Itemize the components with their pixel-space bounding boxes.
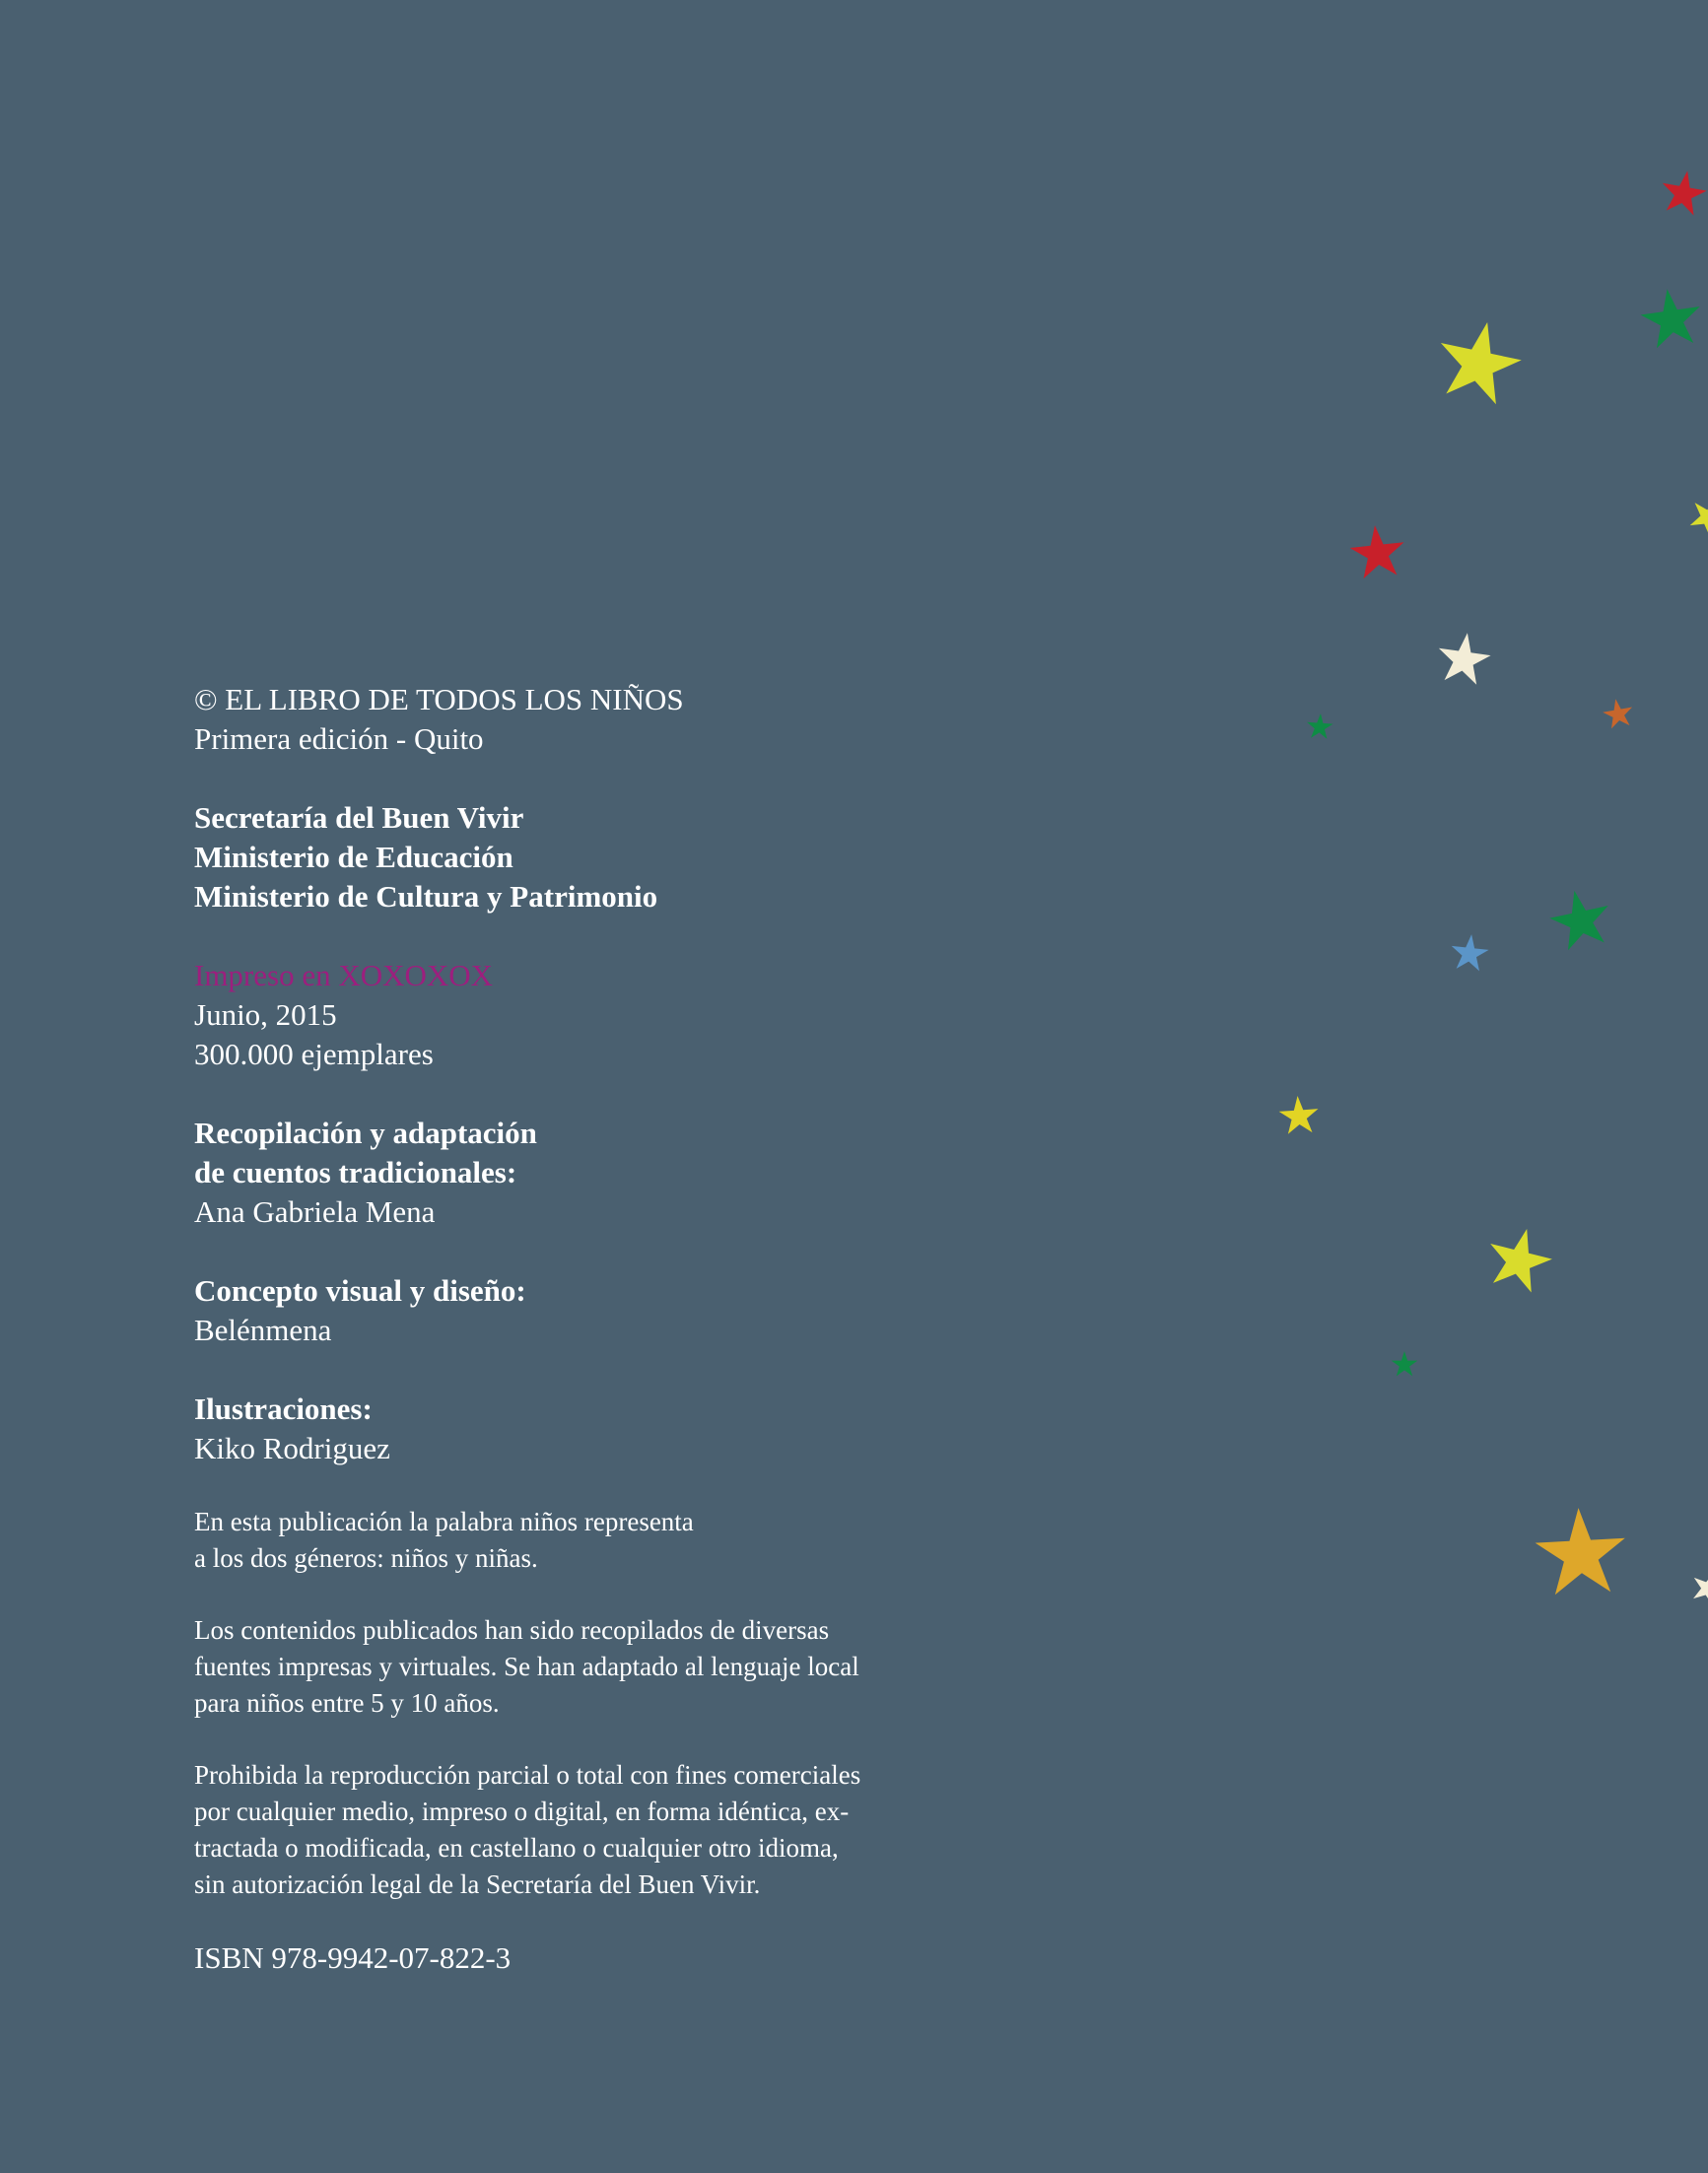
green-star-icon [1306, 713, 1333, 739]
institution-cultura: Ministerio de Cultura y Patrimonio [194, 879, 658, 914]
green-star-icon [1392, 1351, 1418, 1376]
cream-star-icon [1687, 1566, 1708, 1607]
illustrations-name: Kiko Rodriguez [194, 1431, 390, 1465]
design-label: Concepto visual y diseño: [194, 1273, 526, 1308]
design-name: Belénmena [194, 1313, 332, 1347]
institution-secretaria: Secretaría del Buen Vivir [194, 800, 524, 835]
edition-line: Primera edición - Quito [194, 721, 484, 756]
compilation-label: Recopilación y adaptación [194, 1116, 537, 1150]
institution-educacion: Ministerio de Educación [194, 840, 513, 874]
sources-note-line-2: fuentes impresas y virtuales. Se han adaptado al lenguaje local [194, 1652, 859, 1681]
compilation-label-continued: de cuentos tradicionales: [194, 1155, 517, 1189]
copyright-title: © EL LIBRO DE TODOS LOS NIÑOS [194, 682, 684, 716]
yellow-star-icon [1278, 1095, 1320, 1135]
orange-star-icon [1601, 697, 1635, 730]
gender-note-line-2: a los dos géneros: niños y niñas. [194, 1543, 538, 1573]
sources-note-line-1: Los contenidos publicados han sido recopilados de diversas [194, 1615, 830, 1645]
rights-note-line-4: sin autorización legal de la Secretaría del Buen Vivir. [194, 1869, 761, 1899]
gender-note-line-1: En esta publicación la palabra niños representa [194, 1507, 694, 1536]
yellow-star-icon [1683, 491, 1708, 540]
gold-star-icon [1534, 1506, 1628, 1596]
red-star-icon [1348, 522, 1407, 579]
isbn: ISBN 978-9942-07-822-3 [194, 1940, 512, 1975]
compilation-name: Ana Gabriela Mena [194, 1194, 436, 1229]
yellow-star-icon [1481, 1221, 1558, 1295]
cream-star-icon [1434, 630, 1493, 687]
rights-note-line-2: por cualquier medio, impreso o digital, en forma idéntica, ex- [194, 1797, 850, 1826]
green-star-icon [1637, 285, 1704, 350]
red-star-icon [1658, 167, 1708, 217]
illustrations-label: Ilustraciones: [194, 1392, 373, 1426]
blue-star-icon [1449, 932, 1490, 972]
printed-in-line: Impreso en XOXOXOX [194, 958, 494, 992]
yellow-star-icon [1431, 313, 1528, 407]
rights-note-line-3: tractada o modificada, en castellano o cualquier otro idioma, [194, 1833, 839, 1863]
print-copies: 300.000 ejemplares [194, 1037, 434, 1071]
sources-note-line-3: para niños entre 5 y 10 años. [194, 1688, 500, 1718]
green-star-icon [1545, 884, 1616, 952]
print-date: Junio, 2015 [194, 997, 337, 1032]
imprint-text-block [194, 680, 943, 1978]
rights-note-line-1: Prohibida la reproducción parcial o total con fines comerciales [194, 1760, 861, 1790]
